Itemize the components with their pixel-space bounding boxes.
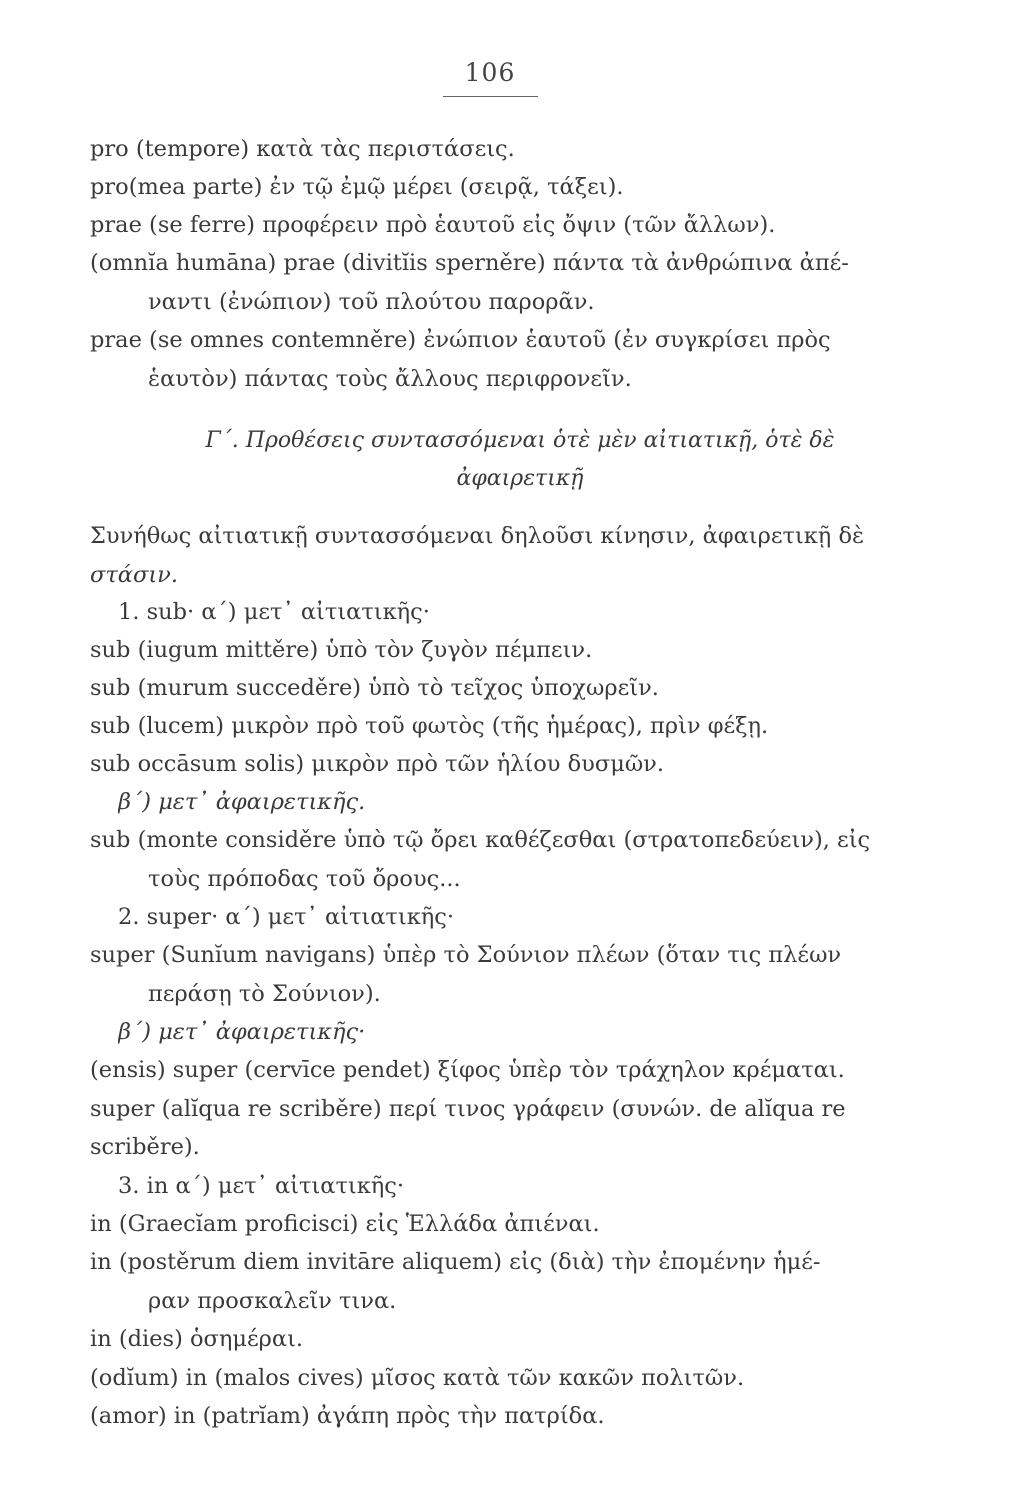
text-line: super (Sunĭum navigans) ὑπὲρ τὸ Σούνιον πλέων (ὅταν τις πλέων bbox=[90, 942, 842, 968]
text-line: in (postěrum diem invitāre aliquem) εἰς (διὰ) τὴν ἐπομένην ἡμέ- bbox=[90, 1249, 821, 1275]
text-line: super (alĭqua re scriběre) περί τινος γράφειν (συνών. de alĭqua re bbox=[90, 1096, 846, 1122]
text-line: (omnĭa humāna) prae (divitĭis sperněre) πάντα τὰ ἀνθρώπινα ἀπέ- bbox=[90, 250, 849, 276]
text-line: (ensis) super (cervīce pendet) ξίφος ὑπὲρ τὸν τράχηλον κρέμαται. bbox=[90, 1057, 845, 1083]
text-line: sub (lucem) μικρὸν πρὸ τοῦ φωτὸς (τῆς ἡμέρας), πρὶν φέξῃ. bbox=[90, 713, 769, 739]
text-line: prae (se omnes contemněre) ἐνώπιον ἑαυτοῦ (ἐν συγκρίσει πρὸς bbox=[90, 327, 831, 353]
page-number-rule bbox=[443, 96, 538, 97]
text-line: ναντι (ἐνώπιον) τοῦ πλούτου παρορᾶν. bbox=[148, 289, 595, 315]
text-line: scriběre). bbox=[90, 1134, 200, 1160]
text-line: pro (tempore) κατὰ τὰς περιστάσεις. bbox=[90, 136, 515, 162]
subsection-label: β΄) μετ᾽ ἀφαιρετικῆς. bbox=[118, 789, 366, 815]
text-line: pro(mea parte) ἐν τῷ ἐμῷ μέρει (σειρᾷ, τάξει). bbox=[90, 174, 624, 200]
text-line: sub (murum succeděre) ὑπὸ τὸ τεῖχος ὑποχωρεῖν. bbox=[90, 675, 659, 701]
subsection-label: 3. in α΄) μετ᾽ αἰτιατικῆς· bbox=[118, 1173, 405, 1199]
subsection-label: 1. sub· α΄) μετ᾽ αἰτιατικῆς· bbox=[118, 599, 430, 625]
text-line: sub (iugum mittěre) ὑπὸ τὸν ζυγὸν πέμπειν. bbox=[90, 637, 593, 663]
text-line: περάσῃ τὸ Σούνιον). bbox=[148, 981, 381, 1007]
text-line: in (dies) ὁσημέραι. bbox=[90, 1326, 304, 1352]
text-line: Συνήθως αἰτιατικῇ συντασσόμεναι δηλοῦσι κίνησιν, ἀφαιρετικῇ δὲ bbox=[90, 523, 865, 549]
text-line: ραν προσκαλεῖν τινα. bbox=[148, 1288, 397, 1314]
subsection-label: 2. super· α΄) μετ᾽ αἰτιατικῆς· bbox=[118, 904, 454, 930]
text-line: sub occāsum solis) μικρὸν πρὸ τῶν ἡλίου δυσμῶν. bbox=[90, 751, 665, 777]
subsection-label: β΄) μετ᾽ ἀφαιρετικῆς· bbox=[118, 1019, 366, 1045]
text-line: τοὺς πρόποδας τοῦ ὄρους... bbox=[148, 866, 461, 892]
text-line: στάσιν. bbox=[90, 562, 179, 588]
text-line: (odĭum) in (malos cives) μῖσος κατὰ τῶν κακῶν πολιτῶν. bbox=[90, 1365, 745, 1391]
text-line: ἑαυτὸν) πάντας τοὺς ἄλλους περιφρονεῖν. bbox=[148, 366, 632, 392]
section-heading: Γ΄. Προθέσεις συντασσόμεναι ὁτὲ μὲν αἰτιατικῇ, ὁτὲ δὲ bbox=[205, 428, 835, 453]
page-number: 106 bbox=[464, 58, 516, 87]
text-line: prae (se ferre) προφέρειν πρὸ ἑαυτοῦ εἰς ὄψιν (τῶν ἄλλων). bbox=[90, 212, 776, 238]
text-line: (amor) in (patrĭam) ἀγάπη πρὸς τὴν πατρίδα. bbox=[90, 1403, 605, 1429]
text-line: in (Graecĭam proficisci) εἰς Ἑλλάδα ἀπιέναι. bbox=[90, 1211, 600, 1237]
text-line: sub (monte considěre ὑπὸ τῷ ὄρει καθέζεσθαι (στρατοπεδεύειν), εἰς bbox=[90, 827, 871, 853]
section-heading-continued: ἀφαιρετικῇ bbox=[456, 466, 584, 491]
